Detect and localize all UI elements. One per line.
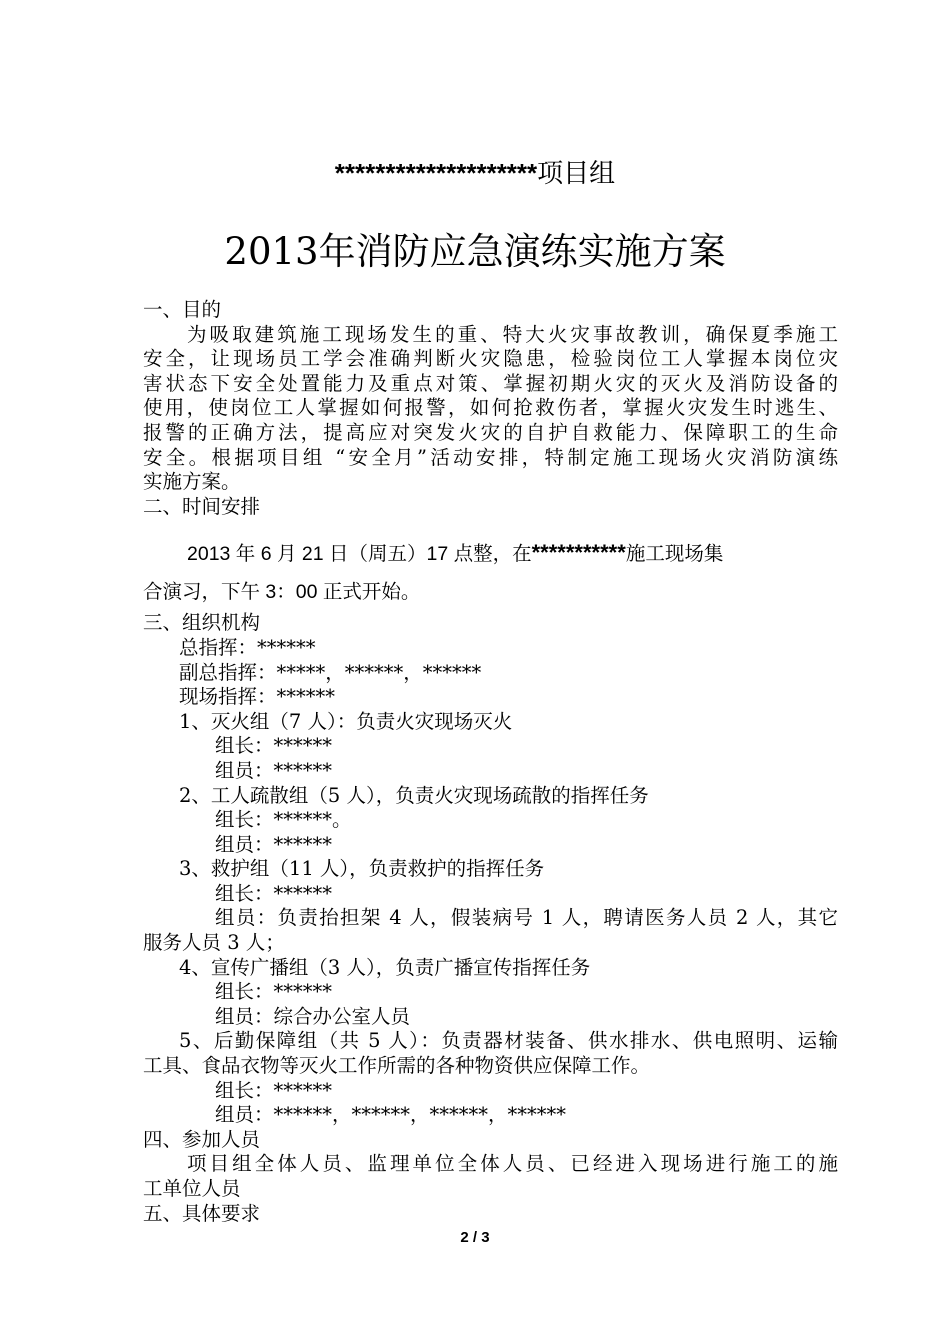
- section-heading-purpose: 一、目的: [143, 298, 222, 321]
- purpose-paragraph-line: 为吸取建筑施工现场发生的重、特大火灾事故教训，确保夏季施工: [187, 322, 838, 346]
- masked-project-name: ********************: [334, 158, 538, 188]
- purpose-paragraph-line: 使用，使岗位工人掌握如何报警，如何抢救伤者，掌握火灾发生时逃生、: [143, 396, 838, 420]
- group-members-line: 组员：综合办公室人员: [215, 1004, 411, 1028]
- group-members-line: 组员：负责抬担架 4 人，假装病号 1 人，聘请医务人员 2 人，其它: [215, 906, 838, 930]
- group-title-logistics: 5、后勤保障组（共 5 人）：负责器材装备、供水排水、供电照明、运输: [179, 1029, 838, 1053]
- section-heading-schedule: 二、时间安排: [143, 494, 261, 518]
- group-members-line: 服务人员 3 人；: [143, 931, 285, 955]
- schedule-line: 合演习，下午 3：00 正式开始。: [143, 581, 421, 604]
- section-heading-organization: 三、组织机构: [143, 611, 261, 635]
- project-group-label: 项目组: [537, 159, 616, 189]
- schedule-paragraph: [143, 534, 838, 611]
- section-heading-participants: 四、参加人员: [143, 1127, 261, 1151]
- document-title: 2013年消防应急演练实施方案: [224, 230, 726, 273]
- purpose-paragraph-line: 害状态下安全处置能力及重点对策、掌握初期火灾的灭火及消防设备的: [143, 371, 838, 395]
- schedule-line: 2013 年 6 月 21 日（周五）17 点整，在***********施工现场集: [187, 540, 724, 566]
- purpose-paragraph-line: 安全，让现场员工学会准确判断火灾隐患，检验岗位工人掌握本岗位灾: [143, 347, 838, 371]
- purpose-paragraph-line: 实施方案。: [143, 470, 241, 494]
- group-title-rescue: 3、救护组（11 人），负责救护的指挥任务: [179, 857, 545, 881]
- participants-line: 工单位人员: [143, 1177, 241, 1200]
- project-group-header: [0, 153, 950, 194]
- group-title-broadcast: 4、宣传广播组（3 人），负责广播宣传指挥任务: [179, 955, 591, 979]
- site-commander-line: 现场指挥：******: [179, 685, 336, 709]
- section-heading-requirements: 五、具体要求: [143, 1201, 261, 1225]
- group-leader-line: 组长：******: [215, 980, 333, 1004]
- page-number: 2 / 3: [460, 1229, 490, 1246]
- group-leader-line: 组长：******。: [215, 808, 352, 832]
- document-body: [143, 298, 838, 1226]
- purpose-paragraph-line: 安全。根据项目组 “安全月”活动安排，特制定施工现场火灾消防演练: [143, 445, 838, 469]
- group-leader-line: 组长：******: [215, 1078, 333, 1102]
- group-members-line: 组员：******: [215, 758, 333, 782]
- purpose-paragraph-line: 报警的正确方法，提高应对突发火灾的自护自救能力、保障职工的生命: [143, 420, 838, 444]
- group-leader-line: 组长：******: [215, 881, 333, 905]
- commander-line: 总指挥：******: [179, 635, 316, 659]
- masked-site-name: ***********: [531, 540, 626, 566]
- deputy-commander-line: 副总指挥：*****，******，******: [179, 660, 482, 684]
- group-members-line: 组员：******，******，******，******: [215, 1103, 567, 1127]
- group-title-evacuation: 2、工人疏散组（5 人），负责火灾现场疏散的指挥任务: [179, 783, 649, 807]
- group-members-line: 组员：******: [215, 832, 333, 856]
- group-title-fire-fighting: 1、灭火组（7 人）：负责火灾现场灭火: [179, 709, 513, 733]
- group-title-logistics-cont: 工具、食品衣物等灭火工作所需的各种物资供应保障工作。: [143, 1054, 651, 1078]
- group-leader-line: 组长：******: [215, 734, 333, 758]
- participants-line: 项目组全体人员、监理单位全体人员、已经进入现场进行施工的施: [187, 1152, 838, 1176]
